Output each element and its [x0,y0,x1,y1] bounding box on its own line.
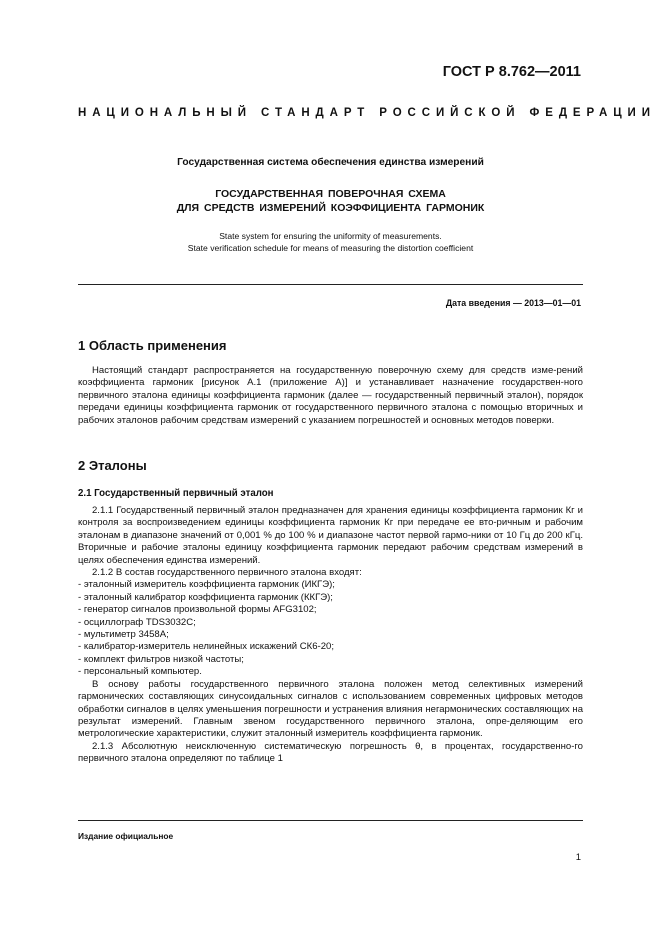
section-1-heading: 1 Область применения [78,338,227,353]
section-1-paragraph: Настоящий стандарт распространяется на государственную поверочную схему для средств изме-рений коэффициента гармоник [рисунок А.1 (приложение А)] и устанавливает назначение государствен-ного первичного эталона единицы коэффициента гармоник (далее — государственный первичный эталон), порядок передачи единицы коэффициента гармоник от государственного первичного эталона с помощью вторичных и рабочих эталонов рабочим средствам измерений с указанием погрешностей и основных методов поверки. [78,365,583,426]
document-title [78,187,583,215]
document-title-line-1: ГОСУДАРСТВЕННАЯ ПОВЕРОЧНАЯ СХЕМА [215,188,446,200]
official-edition-note: Издание официальное [78,831,174,841]
paragraph-2-1-2: 2.1.2 В состав государственного первичного эталона входят: [92,567,362,579]
list-item: - комплект фильтров низкой частоты; [78,653,244,665]
subsection-2-1-heading: 2.1 Государственный первичный эталон [78,488,274,499]
page-number: 1 [575,852,581,863]
english-title [78,230,583,254]
equipment-list [78,579,583,678]
list-item: - эталонный калибратор коэффициента гармоник (ККГЭ); [78,591,333,603]
list-item: - калибратор-измеритель нелинейных искажений СК6-20; [78,641,334,653]
section-2-body [78,505,583,766]
document-code: ГОСТ Р 8.762—2011 [442,64,581,80]
section-1-body [78,365,583,427]
document-title-line-2: ДЛЯ СРЕДСТВ ИЗМЕРЕНИЙ КОЭФФИЦИЕНТА ГАРМОНИК [176,202,485,214]
introduction-date: Дата введения — 2013—01—01 [445,298,581,308]
list-item: - мультиметр 3458А; [78,629,169,641]
english-title-line-1: State system for ensuring the uniformity of measurements. [219,231,442,241]
national-standard-title: НАЦИОНАЛЬНЫЙ СТАНДАРТ РОССИЙСКОЙ ФЕДЕРАЦИИ [78,107,656,119]
standard-system-name: Государственная система обеспечения единства измерений [177,157,484,168]
list-item: - эталонный измеритель коэффициента гармоник (ИКГЭ); [78,579,335,591]
title-divider [78,284,583,285]
english-title-line-2: State verification schedule for means of measuring the distortion coefficient [187,243,474,254]
paragraph-2-1-1: 2.1.1 Государственный первичный эталон предназначен для хранения единицы коэффициента гармоник Кг и контроля за воспроизведением единицы коэффициента гармоник Кг при передаче ее вто-ричным и рабочим эталонам в диапазоне значений от 0,001 % до 100 % и диапазоне частот первой гармо-ники от 10 Гц до 200 кГц. Вторичные и рабочие эталоны единицу коэффициента гармоник передают рабочим средствам измерений в целях обеспечения единства измерений. [78,505,583,566]
footer-divider [78,820,583,821]
list-item: - персональный компьютер. [78,666,202,678]
list-item: - генератор сигналов произвольной формы AFG3102; [78,604,317,616]
list-item: - осциллограф TDS3032C; [78,616,196,628]
section-2-heading: 2 Эталоны [78,458,147,473]
paragraph-method-basis: В основу работы государственного первичного эталона положен метод селективных измерений гармонических составляющих синусоидальных сигналов с использованием современных цифровых методов обработки сигналов в целях уменьшения погрешности и устранения влияния негармонических составляющих на результат измерений. Главным звеном государственного первичного эталона, опре-деляющим его метрологические характеристики, служит эталонный измеритель коэффициента гармоник. [78,678,583,740]
paragraph-2-1-3: 2.1.3 Абсолютную неисключенную систематическую погрешность θ, в процентах, государственно-го первичного эталона определяют по таблице 1 [78,740,583,765]
